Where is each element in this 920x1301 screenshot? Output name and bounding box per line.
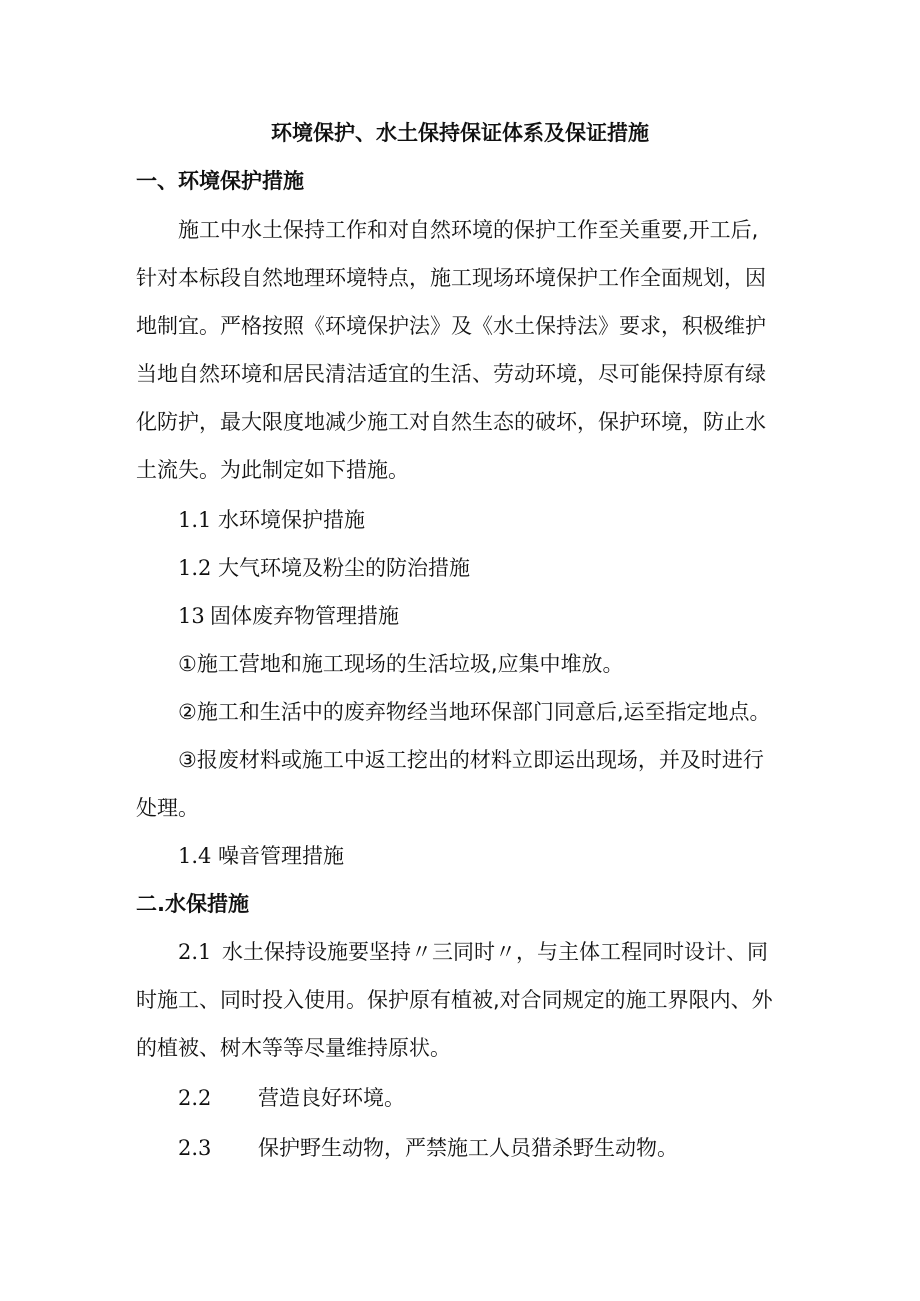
item-text: 固体废弃物管理措施 <box>210 604 399 628</box>
waste-item-3 <box>136 736 796 832</box>
item-text: 噪音管理措施 <box>218 844 344 868</box>
item-number: 1.1 <box>178 508 212 532</box>
subsection-1-4 <box>178 841 344 871</box>
section-1-heading: 一、环境保护措施 <box>136 169 304 193</box>
subsection-1-1 <box>178 505 365 535</box>
intro-line: 当地自然环境和居民清洁适宜的生活、劳动环境，尽可能保持原有绿 <box>136 362 766 386</box>
item-number: 1.2 <box>178 556 212 580</box>
subsection-2-1-line: 的植被、树木等等尽量维持原状。 <box>136 1036 451 1060</box>
intro-line: 施工中水土保持工作和对自然环境的保护工作至关重要,开工后, <box>178 218 759 242</box>
subsection-2-1-line: 时施工、同时投入使用。保护原有植被,对合同规定的施工界限内、外 <box>136 988 773 1012</box>
item-text: 水土保持设施要坚持〃三同时〃，与主体工程同时设计、同 <box>222 940 768 964</box>
item-number: 13 <box>178 604 205 628</box>
item-number: 1.4 <box>178 844 212 868</box>
subsection-2-3 <box>178 1133 678 1163</box>
item-number: 2.2 <box>178 1086 212 1110</box>
section-1-intro <box>136 206 796 494</box>
item-number: 2.3 <box>178 1136 212 1160</box>
waste-item-1: ①施工营地和施工现场的生活垃圾,应集中堆放。 <box>178 652 624 676</box>
intro-line: 土流失。为此制定如下措施。 <box>136 458 409 482</box>
subsection-1-2 <box>178 553 470 583</box>
intro-line: 化防护，最大限度地减少施工对自然生态的破坏，保护环境，防止水 <box>136 410 766 434</box>
item-text: 大气环境及粉尘的防治措施 <box>218 556 470 580</box>
intro-line: 地制宜。严格按照《环境保护法》及《水土保持法》要求，积极维护 <box>136 314 766 338</box>
page-title: 环境保护、水土保持保证体系及保证措施 <box>271 121 649 145</box>
item-text: 保护野生动物，严禁施工人员猎杀野生动物。 <box>258 1136 678 1160</box>
item-text: 水环境保护措施 <box>218 508 365 532</box>
subsection-1-3 <box>178 601 399 631</box>
section-2-heading: 二.水保措施 <box>136 892 249 916</box>
subsection-2-2 <box>178 1083 405 1113</box>
waste-item-2: ②施工和生活中的废弃物经当地环保部门同意后,运至指定地点。 <box>178 700 771 724</box>
waste-item-3-line: ③报废材料或施工中返工挖出的材料立即运出现场，并及时进行 <box>178 748 764 772</box>
item-text: 营造良好环境。 <box>258 1086 405 1110</box>
waste-item-3-line: 处理。 <box>136 796 199 820</box>
intro-line: 针对本标段自然地理环境特点，施工现场环境保护工作全面规划，因 <box>136 266 766 290</box>
subsection-2-1-line <box>136 928 796 976</box>
item-number: 2.1 <box>178 940 212 964</box>
subsection-2-1 <box>136 928 796 1072</box>
